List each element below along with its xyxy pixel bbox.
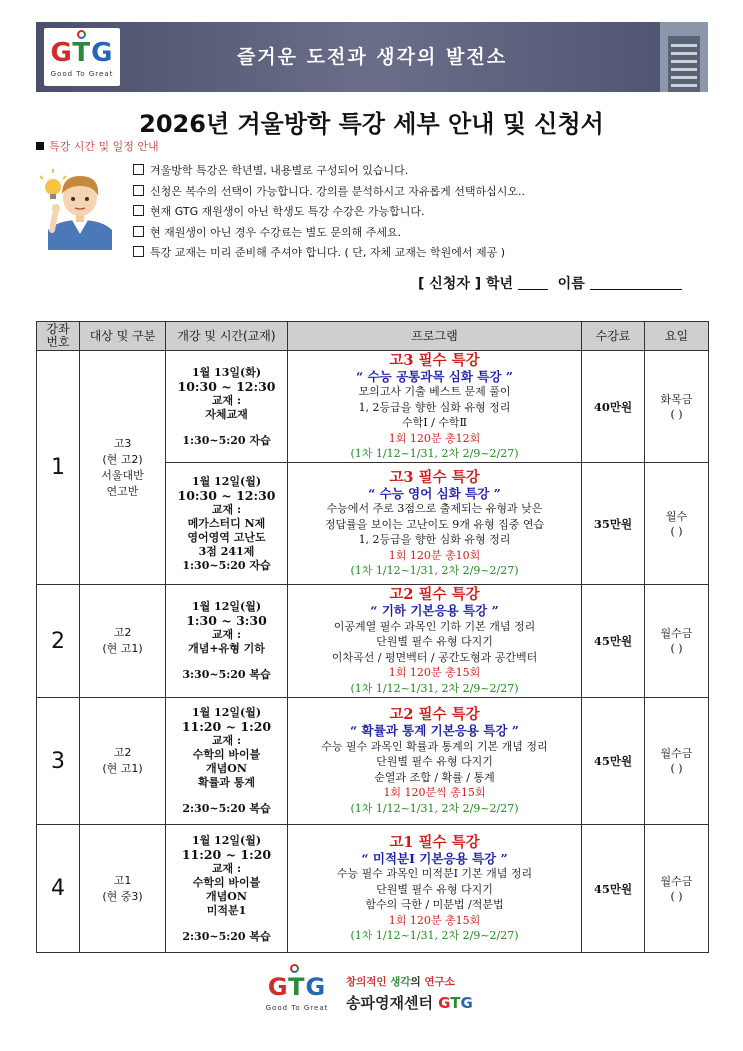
course-target: 고2 (현 고1) — [80, 585, 166, 698]
col-header-days: 요일 — [645, 322, 709, 351]
notice-list — [133, 161, 525, 264]
course-fee: 45만원 — [582, 698, 645, 825]
course-program: 고2 필수 특강 “ 기하 기본응용 특강 ” 이공계열 필수 과목인 기하 기본 개념 정리 단원별 필수 유형 다지기 이차곡선 / 평면벡터 / 공간도형과 공간벡터 1회 120분 총15회 (1차 1/12~1/31, 2차 2/9~2/27) — [288, 585, 582, 698]
header-banner — [36, 22, 708, 92]
course-number: 2 — [37, 585, 80, 698]
checkbox-square-icon — [133, 205, 144, 216]
banner-slogan: 즐거운 도전과 생각의 발전소 — [236, 46, 508, 68]
course-number: 1 — [37, 351, 80, 585]
checkbox-square-icon — [133, 226, 144, 237]
notice-item: 현 재원생이 아닌 경우 수강료는 별도 문의해 주세요. — [133, 223, 525, 244]
col-header-time: 개강 및 시간(교재) — [166, 322, 288, 351]
checkbox-square-icon — [133, 246, 144, 257]
course-target: 고1 (현 중3) — [80, 825, 166, 953]
course-days[interactable]: 월수금 ( ) — [645, 698, 709, 825]
checkbox-square-icon — [133, 185, 144, 196]
name-blank[interactable] — [590, 289, 682, 290]
footer-gtg-logo: GTG Good To Great — [262, 964, 332, 1012]
notice-item: 현재 GTG 재원생이 아닌 학생도 특강 수강은 가능합니다. — [133, 202, 525, 223]
section-heading: 특강 시간 및 일정 안내 — [36, 138, 159, 154]
course-program: 고3 필수 특강 “ 수능 공통과목 심화 특강 ” 모의고사 기출 베스트 문제 풀이 1, 2등급을 향한 심화 유형 정리 수학Ⅰ / 수학Ⅱ 1회 120분 총12회 (1차 1/12~1/31, 2차 2/9~2/27) — [288, 351, 582, 463]
col-header-program: 프로그램 — [288, 322, 582, 351]
course-number: 4 — [37, 825, 80, 953]
col-header-fee: 수강료 — [582, 322, 645, 351]
notice-item: 신청은 복수의 선택이 가능합니다. 강의를 분석하시고 자유롭게 선택하십시오.. — [133, 182, 525, 203]
logo-ring-icon — [290, 964, 299, 973]
course-fee: 35만원 — [582, 463, 645, 585]
applicant-line: [ 신청자 ] 학년 이름 — [418, 273, 682, 293]
notice-item: 특강 교재는 미리 준비해 주셔야 합니다. ( 단, 자체 교재는 학원에서 제공 ) — [133, 243, 525, 264]
course-target: 고2 (현 고1) — [80, 698, 166, 825]
square-bullet-icon — [36, 142, 44, 150]
course-days[interactable]: 월수금 ( ) — [645, 825, 709, 953]
course-time: 1월 12일(월) 11:20 ~ 1:20 교재 : 수학의 바이블 개념ON 확률과 통계 2:30~5:20 복습 — [166, 698, 288, 825]
student-idea-illustration — [38, 164, 122, 250]
gtg-logo: GTG Good To Great — [44, 28, 120, 86]
course-fee: 45만원 — [582, 825, 645, 953]
footer-center-name: 송파영재센터 GTG — [346, 994, 473, 1012]
course-days[interactable]: 월수 ( ) — [645, 463, 709, 585]
table-row — [37, 351, 709, 463]
course-time: 1월 12일(월) 10:30 ~ 12:30 교재 : 메가스터디 N제 영어영역 고난도 3점 241제 1:30~5:20 자습 — [166, 463, 288, 585]
course-program: 고3 필수 특강 “ 수능 영어 심화 특강 ” 수능에서 주로 3점으로 출제되는 유형과 낮은 정답률을 보이는 고난이도 9개 유형 집중 연습 1, 2등급을 향한 심화 유형 정리 1회 120분 총10회 (1차 1/12~1/31, 2차 2/9~2/27) — [288, 463, 582, 585]
course-time: 1월 12일(월) 11:20 ~ 1:20 교재 : 수학의 바이블 개념ON 미적분1 2:30~5:20 복습 — [166, 825, 288, 953]
footer-brand — [262, 960, 492, 1020]
checkbox-square-icon — [133, 164, 144, 175]
course-time: 1월 12일(월) 1:30 ~ 3:30 교재 : 개념+유형 기하 3:30~5:20 복습 — [166, 585, 288, 698]
logo-ring-icon — [77, 30, 86, 39]
course-time: 1월 13일(화) 10:30 ~ 12:30 교재 : 자체교재 1:30~5:20 자습 — [166, 351, 288, 463]
col-header-no: 강좌 번호 — [37, 322, 80, 351]
col-header-target: 대상 및 구분 — [80, 322, 166, 351]
table-row — [37, 698, 709, 825]
table-header-row — [37, 322, 709, 351]
grade-blank[interactable] — [518, 289, 548, 290]
course-program: 고2 필수 특강 “ 확률과 통계 기본응용 특강 ” 수능 필수 과목인 확률과 통계의 기본 개념 정리 단원별 필수 유형 다지기 순열과 조합 / 확률 / 통계 1회 120분씩 총15회 (1차 1/12~1/31, 2차 2/9~2/27) — [288, 698, 582, 825]
course-fee: 40만원 — [582, 351, 645, 463]
course-number: 3 — [37, 698, 80, 825]
page-title: 2026년 겨울방학 특강 세부 안내 및 신청서 — [139, 110, 604, 138]
logo-subtitle: Good To Great — [50, 70, 114, 78]
table-row — [37, 825, 709, 953]
building-icon — [660, 22, 708, 92]
course-days[interactable]: 화목금 ( ) — [645, 351, 709, 463]
course-target: 고3 (현 고2) 서울대반 연고반 — [80, 351, 166, 585]
footer-slogan: 창의적인 생각의 연구소 — [346, 976, 455, 988]
course-days[interactable]: 월수금 ( ) — [645, 585, 709, 698]
table-row — [37, 585, 709, 698]
course-program: 고1 필수 특강 “ 미적분Ⅰ 기본응용 특강 ” 수능 필수 과목인 미적분Ⅰ 기본 개념 정리 단원별 필수 유형 다지기 함수의 극한 / 미분법 /적분법 1회 120분 총15회 (1차 1/12~1/31, 2차 2/9~2/27) — [288, 825, 582, 953]
notice-item: 겨울방학 특강은 학년별, 내용별로 구성되어 있습니다. — [133, 161, 525, 182]
schedule-table — [36, 321, 709, 953]
course-fee: 45만원 — [582, 585, 645, 698]
